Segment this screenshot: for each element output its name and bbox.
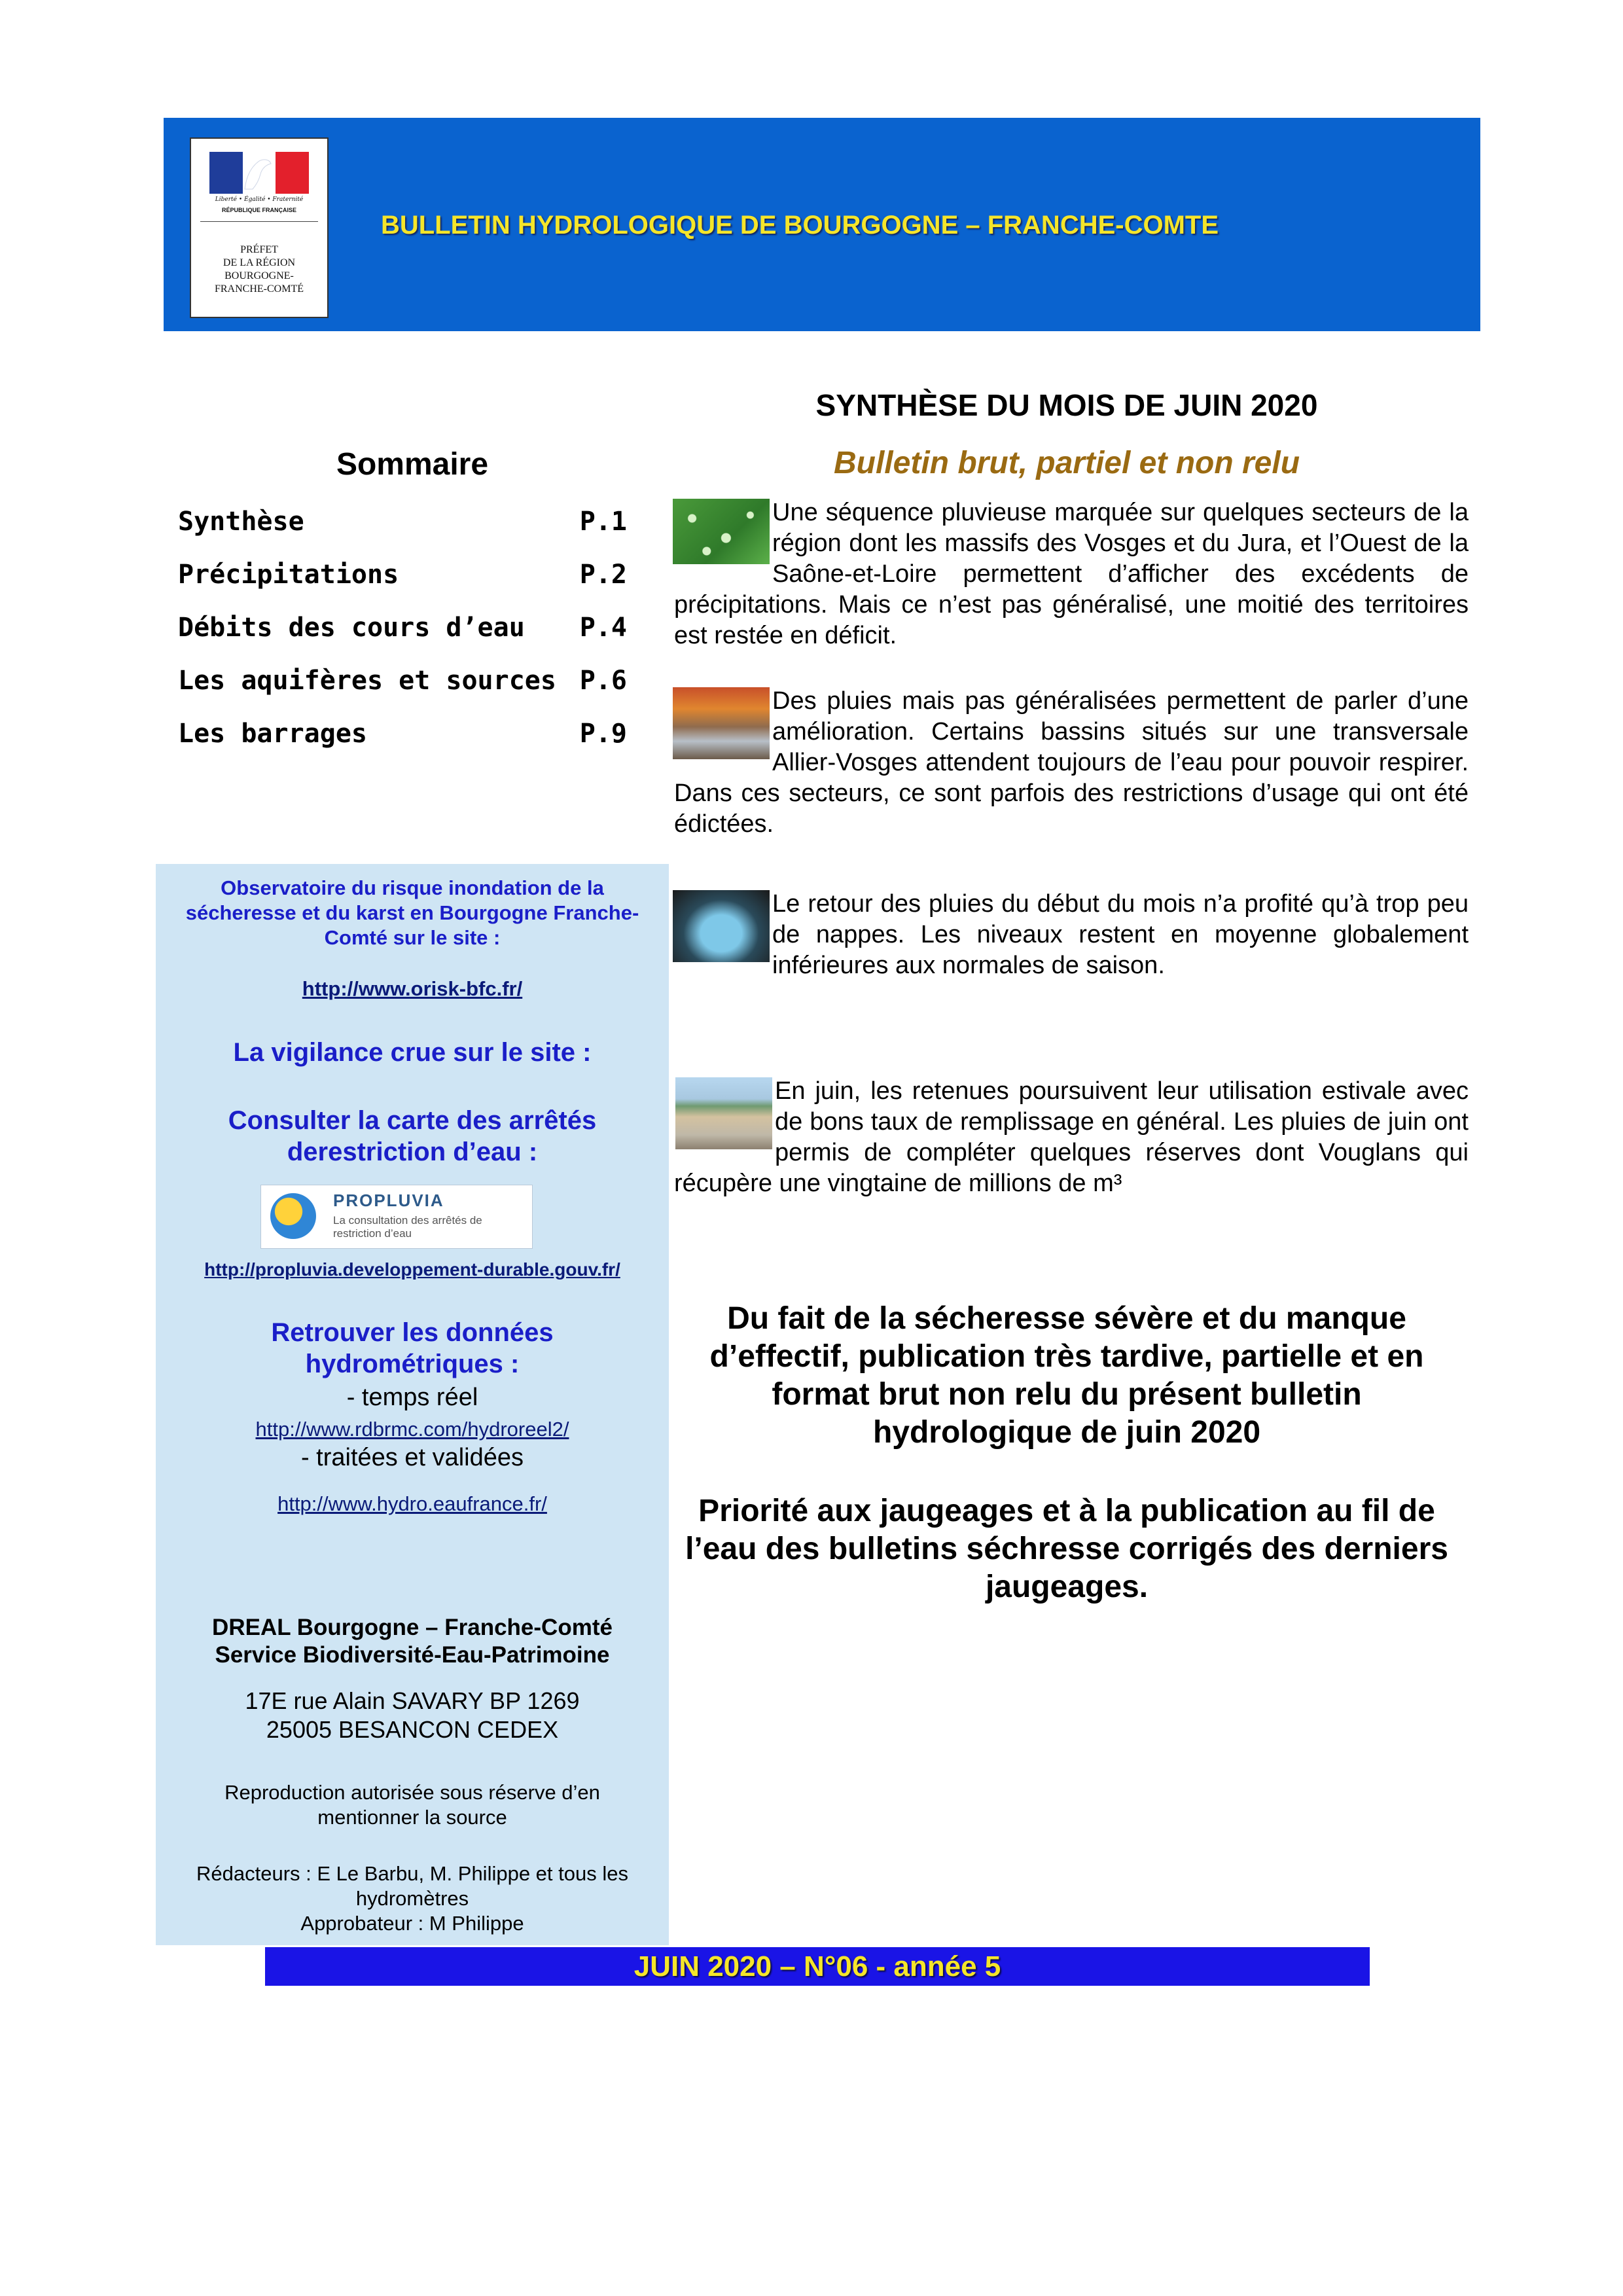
- table-of-contents: [178, 507, 636, 772]
- paragraph-nappes: [674, 889, 1469, 981]
- donnees-heading: Retrouver les données hydrométriques :: [271, 1318, 554, 1378]
- prefet-logo: [190, 137, 329, 318]
- propluvia-tagline: La consultation des arrêtés de restriction d’eau: [333, 1214, 482, 1240]
- cave-image: [673, 890, 770, 962]
- observatoire-text: Observatoire du risque inondation de la sécheresse et du karst en Bourgogne Franche-Comté sur le site :: [185, 876, 639, 949]
- toc-page: P.6: [579, 666, 627, 696]
- toc-label: Débits des cours d’eau: [178, 613, 525, 643]
- marianne-icon: [230, 153, 283, 192]
- dreal-service: Service Biodiversité-Eau-Patrimoine: [215, 1642, 610, 1668]
- info-panel: [156, 864, 669, 1945]
- propluvia-name: PROPLUVIA: [333, 1191, 444, 1210]
- traitees-label: - traitées et validées: [300, 1444, 524, 1471]
- footer-issue: JUIN 2020 – N°06 - année 5: [633, 1950, 1001, 1982]
- notice-priorite: Priorité aux jaugeages et à la publication au fil de l’eau des bulletins séchresse corrigés des derniers jaugeages.: [685, 1494, 1448, 1604]
- logo-prefet: PRÉFET DE LA RÉGION BOURGOGNE- FRANCHE-COMTÉ: [214, 244, 304, 295]
- sommaire-title: Sommaire: [336, 447, 489, 482]
- toc-item[interactable]: [178, 613, 636, 666]
- rdbrmc-link[interactable]: http://www.rdbrmc.com/hydroreel2/: [255, 1418, 569, 1441]
- propluvia-link[interactable]: http://propluvia.developpement-durable.gouv.fr/: [204, 1259, 620, 1280]
- logo-republic: RÉPUBLIQUE FRANÇAISE: [221, 207, 296, 213]
- approbateur-note: Approbateur : M Philippe: [300, 1912, 524, 1935]
- bulletin-title: BULLETIN HYDROLOGIQUE DE BOURGOGNE – FRANCHE-COMTE: [381, 211, 1219, 240]
- logo-divider: [200, 221, 318, 222]
- address-line-1: 17E rue Alain SAVARY BP 1269: [245, 1687, 580, 1714]
- dam-image: [675, 1077, 772, 1149]
- rain-drops-image: [673, 499, 770, 564]
- reproduction-note: Reproduction autorisée sous réserve d’en mentionner la source: [224, 1781, 600, 1829]
- toc-page: P.2: [579, 560, 627, 590]
- paragraph-debits: [674, 686, 1469, 840]
- logo-motto: Liberté • Égalité • Fraternité: [215, 196, 304, 203]
- debits-text: Des pluies mais pas généralisées permettent de parler d’une amélioration. Certains bassins situés sur une transversale Allier-Vosges attendent toujours de l’eau pour pouvoir respirer. Dans ces secteurs, ce sont parfois des restrictions d’usage qui ont été édictées.: [674, 687, 1469, 838]
- paragraph-barrages: [674, 1076, 1469, 1199]
- toc-item[interactable]: [178, 719, 636, 772]
- toc-page: P.4: [579, 613, 627, 643]
- nappes-text: Le retour des pluies du début du mois n’a profité qu’à trop peu de nappes. Les niveaux restent en moyenne globalement inférieures aux normales de saison.: [772, 890, 1469, 979]
- propluvia-icon: [270, 1193, 316, 1239]
- toc-item[interactable]: [178, 560, 636, 613]
- toc-page: P.1: [579, 507, 627, 537]
- synthese-title: SYNTHÈSE DU MOIS DE JUIN 2020: [815, 388, 1318, 422]
- barrages-text: En juin, les retenues poursuivent leur utilisation estivale avec de bons taux de remplissage en général. Les pluies de juin ont permis de compléter quelques réserves dont Vouglans qui récupère une vingtaine de millions de m³: [674, 1077, 1469, 1197]
- river-image: [673, 687, 770, 759]
- toc-label: Les barrages: [178, 719, 367, 749]
- toc-item[interactable]: [178, 666, 636, 719]
- toc-label: Synthèse: [178, 507, 304, 537]
- notice-publication: Du fait de la sécheresse sévère et du manque d’effectif, publication très tardive, partielle et en format brut non relu du présent bulletin hydrologique de juin 2020: [709, 1301, 1424, 1450]
- precipitations-text: Une séquence pluvieuse marquée sur quelques secteurs de la région dont les massifs des Vosges et du Jura, et l’Ouest de la Saône-et-Loire permettent d’afficher des excédents de précipitations. Mais ce n’est pas généralisé, une moitié des territoires est restée en déficit.: [674, 499, 1469, 649]
- toc-page: P.9: [579, 719, 627, 749]
- orisk-link[interactable]: http://www.orisk-bfc.fr/: [302, 977, 523, 1000]
- arretes-heading: Consulter la carte des arrêtés derestriction d’eau :: [228, 1106, 597, 1166]
- redacteurs-note: Rédacteurs : E Le Barbu, M. Philippe et tous les hydromètres: [196, 1862, 628, 1910]
- synthese-subtitle: Bulletin brut, partiel et non relu: [833, 446, 1300, 480]
- toc-item[interactable]: [178, 507, 636, 560]
- footer-band: [265, 1947, 1370, 1986]
- paragraph-precipitations: [674, 497, 1469, 651]
- temps-reel-label: - temps réel: [346, 1384, 478, 1411]
- hydro-link[interactable]: http://www.hydro.eaufrance.fr/: [277, 1492, 547, 1515]
- address-line-2: 25005 BESANCON CEDEX: [266, 1716, 559, 1743]
- toc-label: Les aquifères et sources: [178, 666, 556, 696]
- propluvia-logo[interactable]: [260, 1185, 533, 1249]
- header-banner: [164, 118, 1480, 331]
- vigilance-heading: La vigilance crue sur le site :: [233, 1038, 592, 1067]
- toc-label: Précipitations: [178, 560, 399, 590]
- dreal-name: DREAL Bourgogne – Franche-Comté: [212, 1615, 613, 1640]
